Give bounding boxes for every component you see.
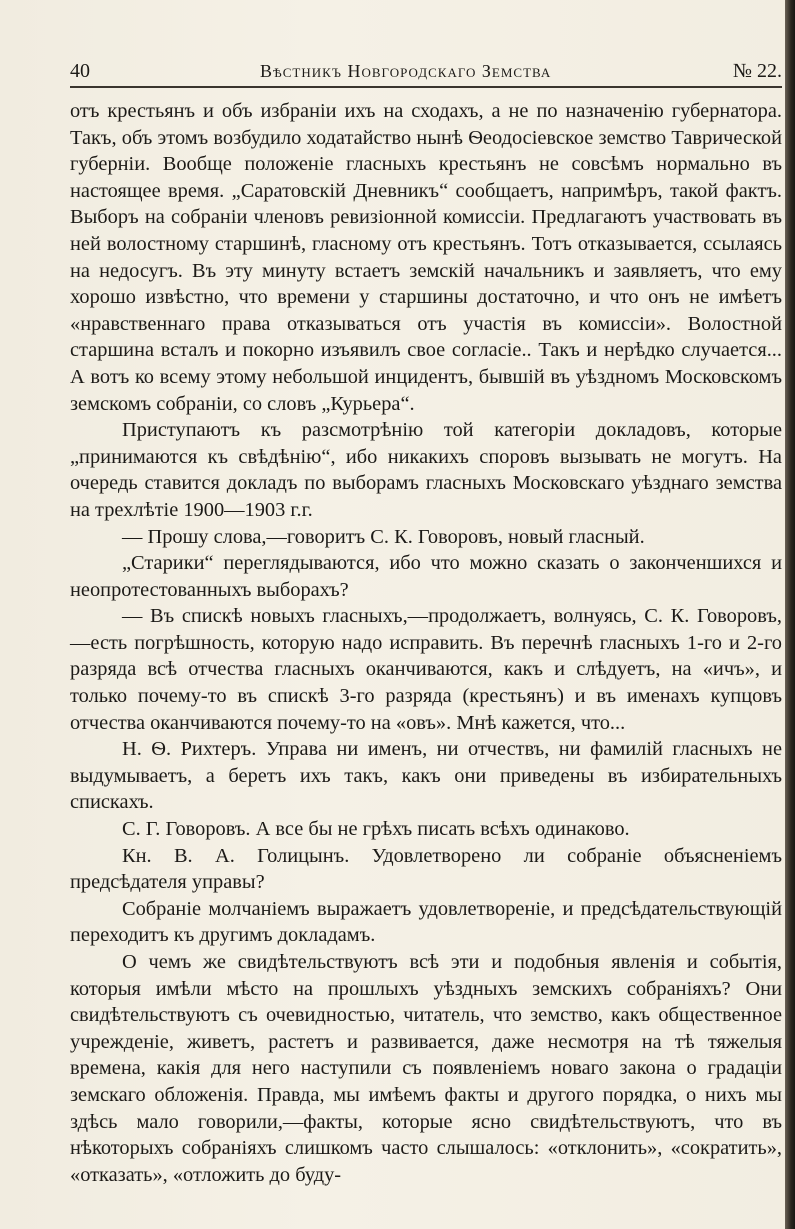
header-rule [70, 86, 782, 88]
paragraph: О чемъ же свидѣтельствуютъ всѣ эти и подобныя явленія и событія, которыя имѣли мѣсто на прошлыхъ уѣздныхъ земскихъ собраніяхъ? Они свидѣтельствуютъ съ очевидностью, читатель, что земство, какъ общественное учрежденіе, живетъ, растетъ и развивается, даже несмотря на тѣ тяжелыя времена, какія для него наступили съ появленіемъ новаго закона о градаціи земскаго обложенія. Правда, мы имѣемъ факты и другого порядка, о нихъ мы здѣсь мало говорили,—факты, которые ясно свидѣтельствуютъ, что въ нѣкоторыхъ собраніяхъ слишкомъ часто слышалось: «отклонить», «сократить», «отказать», «отложить до буду- [70, 951, 782, 1186]
body-text [70, 98, 782, 1188]
page-number: 40 [70, 60, 90, 82]
book-spine-edge [785, 0, 795, 1229]
issue-number: № 22. [732, 60, 782, 82]
paragraph: Приступаютъ къ разсмотрѣнію той категоріи докладовъ, которые „принимаются къ свѣдѣнію“, ибо никакихъ споровъ вызывать не могутъ. На очередь ставится докладъ по выборамъ гласныхъ Московскаго уѣзднаго земства на трехлѣтіе 1900—1903 г.г. [70, 419, 782, 521]
paragraph: „Старики“ переглядываются, ибо что можно сказать о законченшихся и неопротестованныхъ выборахъ? [70, 552, 782, 601]
paragraph: — Прошу слова,—говоритъ С. К. Говоровъ, новый гласный. [122, 525, 645, 548]
running-header [70, 60, 782, 84]
paragraph: Кн. В. А. Голицынъ. Удовлетворено ли собраніе объясненіемъ предсѣдателя управы? [70, 844, 782, 894]
paragraph: С. Г. Говоровъ. А все бы не грѣхъ писать всѣхъ одинаково. [122, 818, 630, 841]
paragraph: — Въ спискѣ новыхъ гласныхъ,—продолжаетъ, волнуясь, С. К. Говоровъ,—есть погрѣшность, которую надо исправить. Въ перечнѣ гласныхъ 1-го и 2-го разряда всѣ отчества гласныхъ оканчиваются, какъ и слѣдуетъ, на «ичъ», и только почему-то въ спискѣ 3-го разряда (крестьянъ) и въ именахъ купцовъ отчества оканчиваются почему-то на «овъ». Мнѣ кажется, что... [70, 605, 782, 734]
paragraph: Собраніе молчаніемъ выражаетъ удовлетвореніе, и предсѣдательствующій переходитъ къ другимъ докладамъ. [70, 897, 782, 947]
journal-title: Вѣстникъ Новгородскаго Земства [260, 61, 552, 81]
paragraph: Н. Ѳ. Рихтеръ. Управа ни именъ, ни отчествъ, ни фамилій гласныхъ не выдумываетъ, а беретъ ихъ такъ, какъ они приведены въ избирательныхъ спискахъ. [70, 738, 782, 814]
paragraph: отъ крестьянъ и объ избраніи ихъ на сходахъ, а не по назначенію губернатора. Такъ, объ этомъ возбудило ходатайство нынѣ Ѳеодосіевское земство Таврической губерніи. Вообще положеніе гласныхъ крестьянъ не совсѣмъ нормально въ настоящее время. „Саратовскій Дневникъ“ сообщаетъ, напримѣръ, такой фактъ. Выборъ на собраніи членовъ ревизіонной комиссіи. Предлагаютъ участвовать въ ней волостному старшинѣ, гласному отъ крестьянъ. Тотъ отказывается, ссылаясь на недосугъ. Въ эту минуту встаетъ земскій начальникъ и заявляетъ, что ему хорошо извѣстно, что времени у старшины достаточно, и что онъ не имѣетъ «нравственнаго права отказываться отъ участія въ комиссіи». Волостной старшина всталъ и покорно изъявилъ свое согласіе.. Такъ и нерѣдко случается... А вотъ ко всему этому небольшой инцидентъ, бывшій въ уѣздномъ Московскомъ земскомъ собраніи, со словъ „Курьера“. [70, 100, 782, 415]
